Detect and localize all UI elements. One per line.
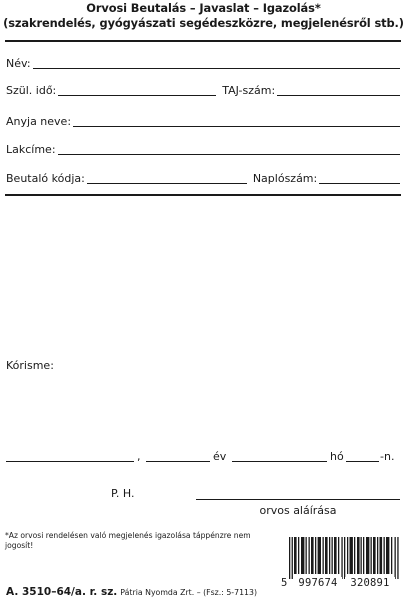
mother-name-label: Anyja neve:: [6, 115, 72, 128]
birth-date-field[interactable]: [58, 83, 216, 96]
date-row: [6, 448, 402, 464]
barcode-bars: [289, 537, 399, 579]
month-label: hó: [330, 450, 344, 463]
log-number-field[interactable]: [319, 171, 400, 184]
form-title-line2: (szakrendelés, gyógyászati segédeszközre, megjelenésről stb.): [3, 16, 404, 30]
birth-taj-row: [6, 81, 400, 97]
footnote: *Az orvosi rendelésen való megjelenés igazolása táppénzre nem jogosít!: [5, 531, 251, 550]
barcode-digits-left: 997674: [294, 577, 342, 589]
referral-code-field[interactable]: [87, 171, 247, 184]
name-row: [6, 54, 400, 70]
address-label: Lakcíme:: [6, 143, 56, 156]
mother-name-row: [6, 112, 400, 128]
barcode-digits-right: 320891: [345, 577, 395, 589]
diagnosis-label: Kórisme:: [6, 359, 54, 372]
form-title-line1: Orvosi Beutalás – Javaslat – Igazolás*: [86, 1, 321, 15]
form-title: [0, 1, 407, 31]
signature-field[interactable]: [196, 499, 400, 500]
name-field[interactable]: [33, 56, 400, 69]
barcode: [281, 537, 400, 589]
log-number-label: Naplószám:: [252, 172, 318, 185]
referral-code-label: Beutaló kódja:: [6, 172, 85, 185]
birth-date-label: Szül. idő:: [6, 84, 57, 97]
barcode-digit-first: 5: [281, 577, 288, 589]
day-suffix: -n.: [380, 450, 395, 463]
publisher-info: Pátria Nyomda Zrt. – (Fsz.: 5-7113): [120, 588, 257, 597]
year-field[interactable]: [146, 449, 210, 462]
signature-label: orvos aláírása: [259, 504, 337, 517]
mother-name-field[interactable]: [73, 114, 400, 127]
form-code-line: [6, 580, 257, 599]
taj-number-label: TAJ-szám:: [222, 84, 276, 97]
form-code: A. 3510–64/a. r. sz.: [6, 586, 118, 598]
stamp-label: P. H.: [111, 487, 135, 500]
fields-divider: [5, 194, 401, 196]
day-field[interactable]: [346, 449, 379, 462]
date-comma: ,: [137, 450, 141, 463]
name-label: Név:: [6, 57, 31, 70]
place-field[interactable]: [6, 449, 134, 462]
month-field[interactable]: [232, 449, 327, 462]
header-divider: [5, 40, 401, 42]
taj-number-field[interactable]: [277, 83, 400, 96]
address-field[interactable]: [58, 142, 400, 155]
year-label: év: [213, 450, 227, 463]
referral-code-row: [6, 169, 400, 185]
address-row: [6, 140, 400, 156]
